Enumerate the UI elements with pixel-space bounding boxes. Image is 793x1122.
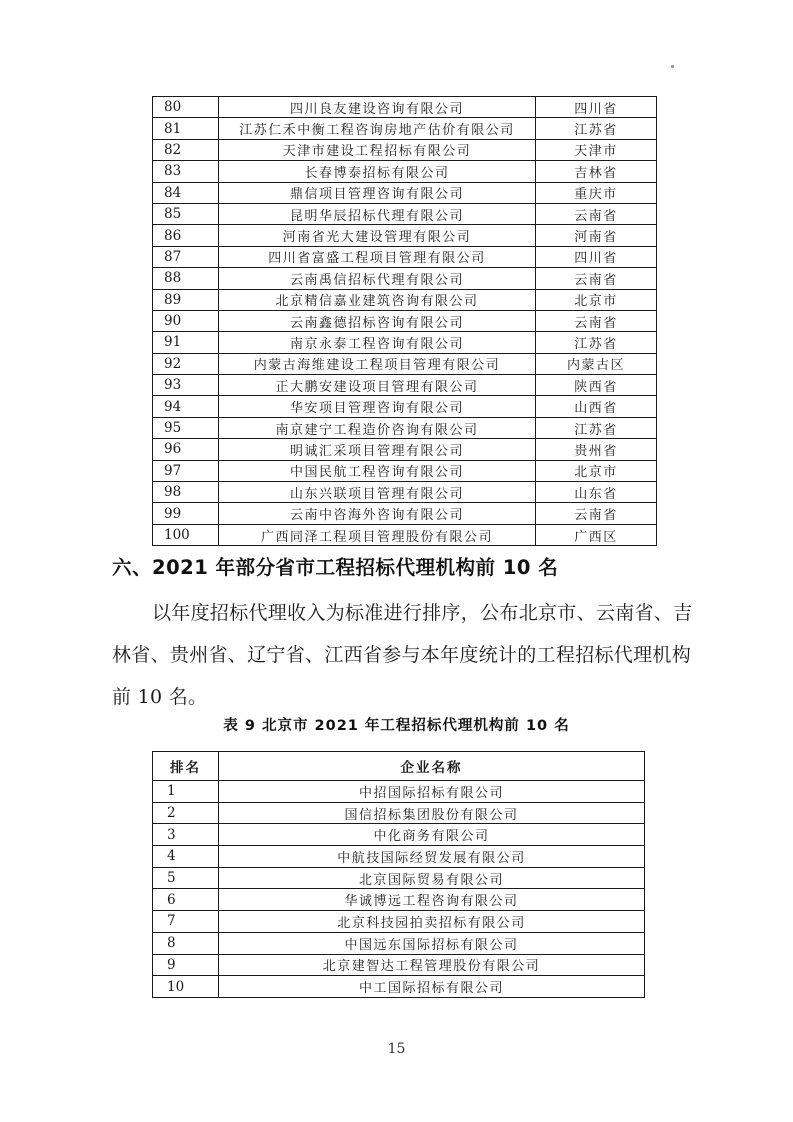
company-cell: 云南禹信招标代理有限公司 — [219, 268, 536, 289]
table-row — [153, 482, 657, 503]
rank-cell: 80 — [153, 97, 219, 118]
region-cell: 广西区 — [536, 524, 657, 545]
region-cell: 山西省 — [536, 396, 657, 417]
region-cell: 云南省 — [536, 203, 657, 224]
table-row — [153, 289, 657, 310]
rank-cell: 1 — [153, 781, 219, 803]
region-cell: 北京市 — [536, 460, 657, 481]
company-cell: 河南省光大建设管理有限公司 — [219, 225, 536, 246]
company-cell: 正大鹏安建设项目管理有限公司 — [219, 375, 536, 396]
rank-cell: 93 — [153, 375, 219, 396]
company-cell: 南京永泰工程咨询有限公司 — [219, 332, 536, 353]
company-cell: 鼎信项目管理咨询有限公司 — [219, 182, 536, 203]
company-cell: 明诚汇采项目管理有限公司 — [219, 439, 536, 460]
company-cell: 北京建智达工程管理股份有限公司 — [219, 954, 645, 976]
region-cell: 云南省 — [536, 268, 657, 289]
table-row — [153, 932, 645, 954]
company-cell: 广西同泽工程项目管理股份有限公司 — [219, 524, 536, 545]
region-cell: 吉林省 — [536, 161, 657, 182]
company-cell: 国信招标集团股份有限公司 — [219, 802, 645, 824]
region-cell: 江苏省 — [536, 417, 657, 438]
rank-cell: 91 — [153, 332, 219, 353]
table-row — [153, 97, 657, 118]
table-row — [153, 396, 657, 417]
rank-cell: 9 — [153, 954, 219, 976]
region-cell: 天津市 — [536, 139, 657, 160]
region-cell: 北京市 — [536, 289, 657, 310]
rank-cell: 88 — [153, 268, 219, 289]
rank-cell: 85 — [153, 203, 219, 224]
paragraph-line: 以年度招标代理收入为标准进行排序，公布北京市、云南省、吉 — [152, 602, 693, 624]
national-top100-table-continued — [152, 96, 657, 546]
scan-speck — [671, 65, 674, 68]
rank-cell: 7 — [153, 911, 219, 933]
region-cell: 四川省 — [536, 246, 657, 267]
paragraph-line: 林省、贵州省、辽宁省、江西省参与本年度统计的工程招标代理机构 — [112, 644, 692, 666]
table-row — [153, 225, 657, 246]
region-cell: 江苏省 — [536, 118, 657, 139]
company-cell: 华诚博远工程咨询有限公司 — [219, 889, 645, 911]
table-row — [153, 118, 657, 139]
beijing-top10-table-body — [153, 781, 645, 998]
company-cell: 四川良友建设咨询有限公司 — [219, 97, 536, 118]
company-cell: 中国远东国际招标有限公司 — [219, 932, 645, 954]
company-cell: 中国民航工程咨询有限公司 — [219, 460, 536, 481]
company-cell: 北京科技园拍卖招标有限公司 — [219, 911, 645, 933]
national-top100-table-body — [153, 97, 657, 546]
company-cell: 云南鑫德招标咨询有限公司 — [219, 310, 536, 331]
rank-cell: 87 — [153, 246, 219, 267]
table-row — [153, 332, 657, 353]
table-row — [153, 846, 645, 868]
table-row — [153, 460, 657, 481]
rank-cell: 86 — [153, 225, 219, 246]
table-row — [153, 503, 657, 524]
rank-cell: 95 — [153, 417, 219, 438]
table-row — [153, 139, 657, 160]
region-cell: 河南省 — [536, 225, 657, 246]
company-cell: 中招国际招标有限公司 — [219, 781, 645, 803]
table-row — [153, 439, 657, 460]
rank-cell: 98 — [153, 482, 219, 503]
table-row — [153, 889, 645, 911]
company-cell: 北京精信嘉业建筑咨询有限公司 — [219, 289, 536, 310]
rank-cell: 81 — [153, 118, 219, 139]
table-row — [153, 867, 645, 889]
region-cell: 重庆市 — [536, 182, 657, 203]
rank-cell: 97 — [153, 460, 219, 481]
table-row — [153, 781, 645, 803]
rank-cell: 89 — [153, 289, 219, 310]
beijing-top10-table-header — [153, 752, 645, 781]
paragraph-line: 前 10 名。 — [112, 686, 208, 708]
table-row — [153, 954, 645, 976]
page-number: 15 — [387, 1041, 406, 1057]
table-row — [153, 976, 645, 998]
table-row — [153, 911, 645, 933]
company-cell: 云南中咨海外咨询有限公司 — [219, 503, 536, 524]
region-cell: 四川省 — [536, 97, 657, 118]
rank-cell: 3 — [153, 824, 219, 846]
region-cell: 陕西省 — [536, 375, 657, 396]
rank-cell: 6 — [153, 889, 219, 911]
table-row — [153, 203, 657, 224]
company-cell: 北京国际贸易有限公司 — [219, 867, 645, 889]
company-cell: 中工国际招标有限公司 — [219, 976, 645, 998]
section-heading: 六、2021 年部分省市工程招标代理机构前 10 名 — [112, 556, 559, 579]
company-cell: 中化商务有限公司 — [219, 824, 645, 846]
region-cell: 山东省 — [536, 482, 657, 503]
region-cell: 内蒙古区 — [536, 353, 657, 374]
rank-cell: 8 — [153, 932, 219, 954]
rank-cell: 90 — [153, 310, 219, 331]
rank-cell: 100 — [153, 524, 219, 545]
header-row — [153, 752, 645, 781]
beijing-top10-table — [152, 751, 645, 998]
rank-cell: 84 — [153, 182, 219, 203]
rank-cell: 99 — [153, 503, 219, 524]
rank-cell: 83 — [153, 161, 219, 182]
rank-cell: 2 — [153, 802, 219, 824]
table-row — [153, 375, 657, 396]
region-cell: 云南省 — [536, 503, 657, 524]
region-cell: 云南省 — [536, 310, 657, 331]
rank-cell: 94 — [153, 396, 219, 417]
rank-cell: 82 — [153, 139, 219, 160]
table-row — [153, 802, 645, 824]
rank-cell: 10 — [153, 976, 219, 998]
company-cell: 中航技国际经贸发展有限公司 — [219, 846, 645, 868]
company-cell: 昆明华辰招标代理有限公司 — [219, 203, 536, 224]
table-row — [153, 310, 657, 331]
rank-cell: 4 — [153, 846, 219, 868]
rank-column-header: 排名 — [153, 752, 219, 781]
company-cell: 江苏仁禾中衡工程咨询房地产估价有限公司 — [219, 118, 536, 139]
table-row — [153, 524, 657, 545]
table-row — [153, 417, 657, 438]
company-cell: 南京建宁工程造价咨询有限公司 — [219, 417, 536, 438]
table-row — [153, 161, 657, 182]
table-row — [153, 353, 657, 374]
rank-cell: 92 — [153, 353, 219, 374]
table9-caption: 表 9 北京市 2021 年工程招标代理机构前 10 名 — [223, 718, 570, 734]
company-column-header: 企业名称 — [219, 752, 645, 781]
rank-cell: 96 — [153, 439, 219, 460]
company-cell: 山东兴联项目管理有限公司 — [219, 482, 536, 503]
table-row — [153, 182, 657, 203]
rank-cell: 5 — [153, 867, 219, 889]
table-row — [153, 246, 657, 267]
company-cell: 长春博泰招标有限公司 — [219, 161, 536, 182]
body-paragraph — [112, 592, 696, 718]
region-cell: 贵州省 — [536, 439, 657, 460]
table-row — [153, 268, 657, 289]
company-cell: 天津市建设工程招标有限公司 — [219, 139, 536, 160]
company-cell: 内蒙古海维建设工程项目管理有限公司 — [219, 353, 536, 374]
table-row — [153, 824, 645, 846]
region-cell: 江苏省 — [536, 332, 657, 353]
company-cell: 四川省富盛工程项目管理有限公司 — [219, 246, 536, 267]
company-cell: 华安项目管理咨询有限公司 — [219, 396, 536, 417]
